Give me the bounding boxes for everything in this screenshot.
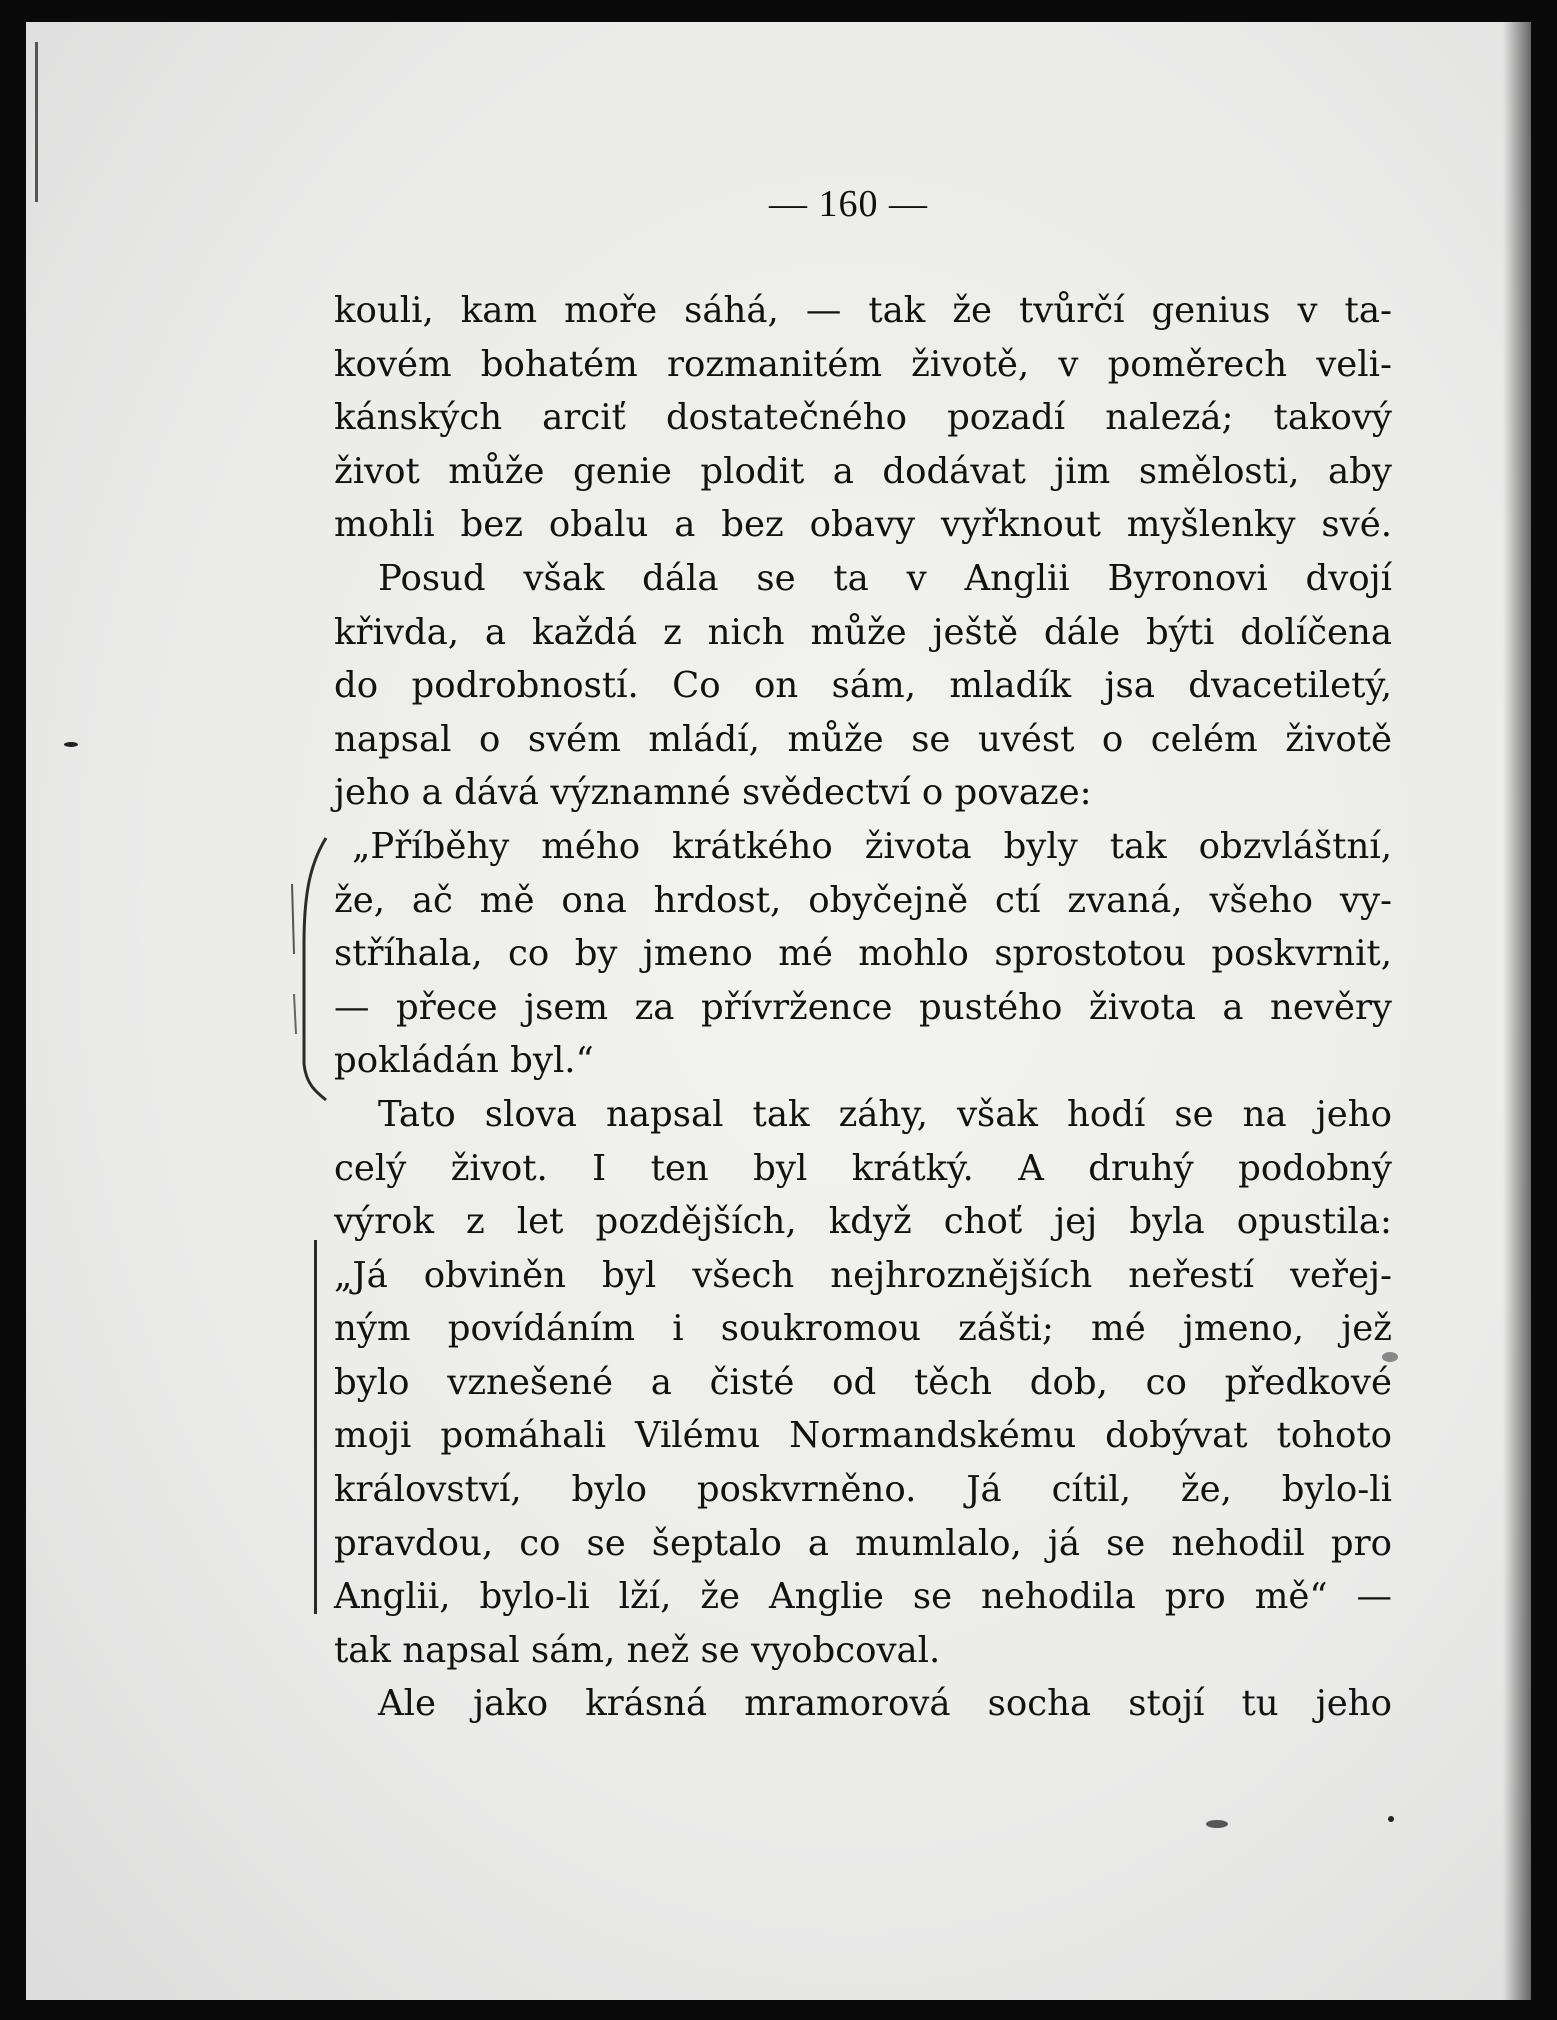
margin-line-mark <box>314 1240 317 1614</box>
text-line: pokládán byl.“ <box>334 1040 594 1082</box>
text-line: mohli bez obalu a bez obavy vyřknout myšlenky své. <box>334 504 1392 546</box>
body-text <box>334 284 1392 1731</box>
ink-speck <box>64 742 78 747</box>
ink-speck <box>1206 1820 1228 1828</box>
text-line: kánských arciť dostatečného pozadí nalezá; takový <box>334 397 1392 439</box>
text-line: jeho a dává významné svědectví o povaze: <box>334 772 1092 814</box>
text-line: „Já obviněn byl všech nejhroznějších neřestí veřej- <box>334 1254 1392 1296</box>
ink-speck <box>1388 1816 1394 1822</box>
text-line: napsal o svém mládí, může se uvést o celém životě <box>334 718 1392 760</box>
text-line: do podrobností. Co on sám, mladík jsa dvacetiletý, <box>334 665 1392 707</box>
text-line: ným povídáním i soukromou zášti; mé jmeno, jež <box>334 1308 1392 1350</box>
text-line: život může genie plodit a dodávat jim smělosti, aby <box>334 450 1392 492</box>
margin-bracket-mark <box>290 834 330 1102</box>
text-line: bylo vznešené a čisté od těch dob, co předkové <box>334 1361 1392 1403</box>
text-line: pravdou, co se šeptalo a mumlalo, já se nehodil pro <box>334 1522 1392 1564</box>
text-line: tak napsal sám, než se vyobcoval. <box>334 1629 941 1671</box>
text-line: celý život. I ten byl krátký. A druhý podobný <box>334 1147 1392 1189</box>
margin-rule <box>35 42 38 202</box>
text-line: království, bylo poskvrněno. Já cítil, že, bylo-li <box>334 1469 1392 1511</box>
text-line: Anglii, bylo-li lží, že Anglie se nehodila pro mě“ — <box>334 1576 1392 1618</box>
text-line: kovém bohatém rozmanitém životě, v poměrech veli- <box>334 343 1392 385</box>
text-line: stříhala, co by jmeno mé mohlo sprostotou poskvrnit, <box>334 933 1392 975</box>
text-line: Ale jako krásná mramorová socha stojí tu jeho <box>378 1683 1392 1725</box>
text-line: „Příběhy mého krátkého života byly tak obzvláštní, <box>352 825 1392 867</box>
page-number: — 160 — <box>769 183 928 225</box>
text-line: — přece jsem za přívržence pustého života a nevěry <box>334 986 1392 1028</box>
text-line: Tato slova napsal tak záhy, však hodí se na jeho <box>378 1093 1392 1135</box>
paper-sheet <box>26 22 1531 2000</box>
binding-shadow <box>1503 22 1531 2000</box>
text-line: křivda, a každá z nich může ještě dále býti dolíčena <box>334 611 1392 653</box>
text-line: kouli, kam moře sáhá, — tak že tvůrčí genius v ta- <box>334 290 1392 331</box>
text-line: že, ač mě ona hrdost, obyčejně ctí zvaná, všeho vy- <box>334 879 1392 921</box>
text-line: výrok z let pozdějších, když choť jej byla opustila: <box>334 1201 1392 1243</box>
text-line: Posud však dála se ta v Anglii Byronovi dvojí <box>378 557 1392 599</box>
text-line: moji pomáhali Vilému Normandskému dobývat tohoto <box>334 1415 1392 1457</box>
